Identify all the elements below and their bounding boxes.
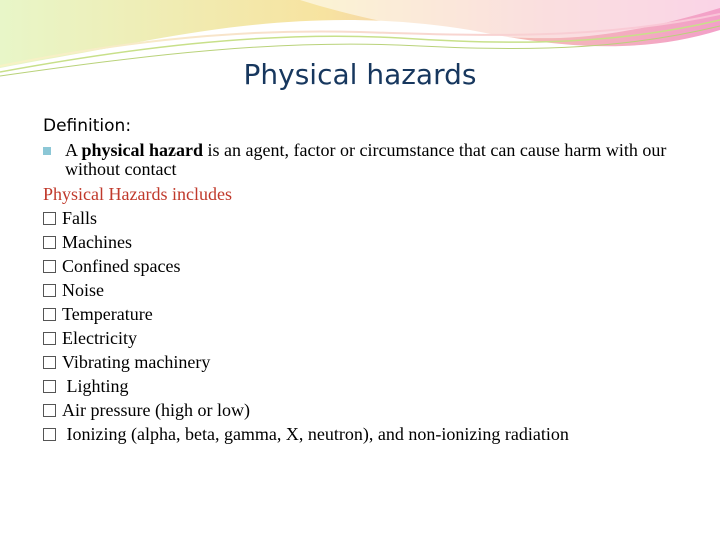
checkbox-square-icon (43, 236, 56, 249)
checkbox-square-icon (43, 260, 56, 273)
hazard-item: Temperature (43, 302, 703, 326)
hazard-item: Falls (43, 206, 703, 230)
definition-term: physical hazard (81, 140, 204, 160)
definition-rest: is an agent, factor or circumstance that can cause harm with our without contact (65, 140, 667, 179)
checkbox-square-icon (43, 356, 56, 369)
checkbox-square-icon (43, 308, 56, 321)
slide-body (43, 113, 703, 446)
hazard-item: Noise (43, 278, 703, 302)
hazard-item: Vibrating machinery (43, 350, 703, 374)
definition-prefix: A (65, 140, 82, 160)
header-wave-decoration (0, 0, 720, 110)
checkbox-square-icon (43, 212, 56, 225)
checkbox-square-icon (43, 380, 56, 393)
checkbox-square-icon (43, 284, 56, 297)
square-bullet-icon (43, 147, 51, 155)
hazard-item: Air pressure (high or low) (43, 398, 703, 422)
slide-title: Physical hazards (243, 58, 477, 91)
checkbox-square-icon (43, 332, 56, 345)
includes-heading: Physical Hazards includes (43, 184, 232, 204)
hazard-item: Machines (43, 230, 703, 254)
hazard-item: Electricity (43, 326, 703, 350)
hazard-item: Lighting (43, 374, 703, 398)
checkbox-square-icon (43, 404, 56, 417)
checkbox-square-icon (43, 428, 56, 441)
hazard-item: Ionizing (alpha, beta, gamma, X, neutron), and non-ionizing radiation (43, 422, 703, 446)
definition-bullet (43, 141, 703, 179)
hazard-list (43, 206, 703, 446)
definition-label: Definition: (43, 116, 132, 136)
hazard-item: Confined spaces (43, 254, 703, 278)
